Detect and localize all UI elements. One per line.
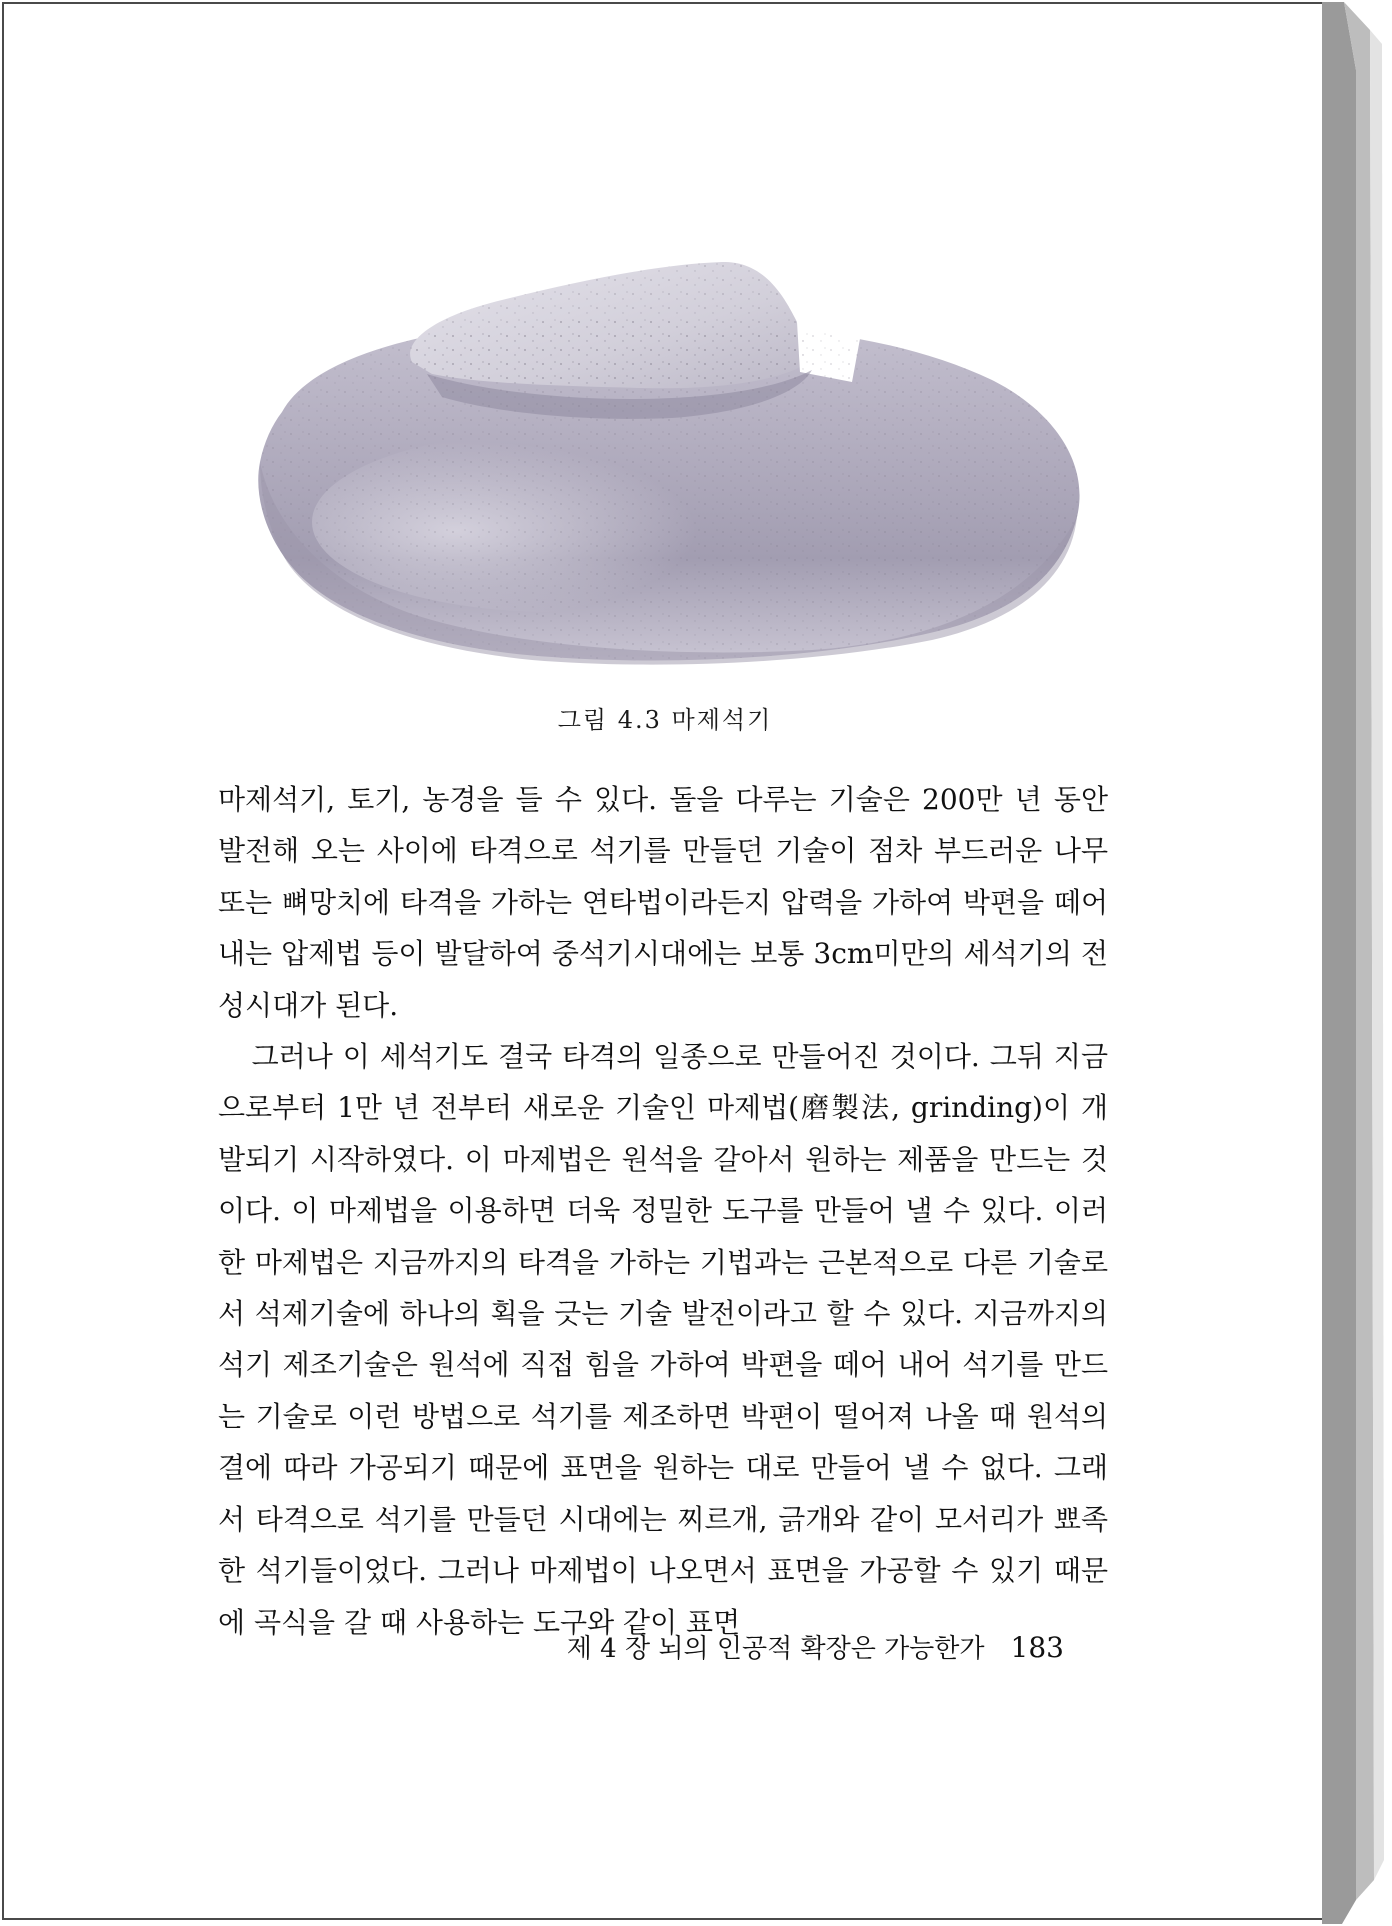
paragraph-2: 그러나 이 세석기도 결국 타격의 일종으로 만들어진 것이다. 그뒤 지금으로부터 1만 년 전부터 새로운 기술인 마제법(磨製法, grinding)이 개발되기 시작하였다. 이 마제법은 원석을 갈아서 원하는 제품을 만드는 것이다. 이 마제법을 이용하면 더욱 정밀한 도구를 만들어 낼 수 있다. 이러한 마제법은 지금까지의 타격을 가하는 기법과는 근본적으로 다른 기술로서 석제기술에 하나의 획을 긋는 기술 발전이라고 할 수 있다. 지금까지의 석기 제조기술은 원석에 직접 힘을 가하여 박편을 떼어 내어 석기를 만드는 기술로 이런 방법으로 석기를 제조하면 박편이 떨어져 나올 때 원석의 결에 따라 가공되기 때문에 표면을 원하는 대로 만들어 낼 수 없다. 그래서 타격으로 석기를 만들던 시대에는 찌르개, 긁개와 같이 모서리가 뾰족한 석기들이었다. 그러나 마제법이 나오면서 표면을 가공할 수 있기 때문에 곡식을 갈 때 사용하는 도구와 같이 표면: [218, 1040, 1108, 1639]
body-text: [218, 774, 1108, 1648]
book-page: [2, 2, 1324, 1920]
page-footer: [567, 1628, 1064, 1665]
paragraph-1: 마제석기, 토기, 농경을 들 수 있다. 돌을 다루는 기술은 200만 년 동안 발전해 오는 사이에 타격으로 석기를 만들던 기술이 점차 부드러운 나무 또는 뼈망치에 타격을 가하는 연타법이라든지 압력을 가하여 박편을 떼어 내는 압제법 등이 발달하여 중석기시대에는 보통 3cm미만의 세석기의 전성시대가 된다.: [218, 783, 1108, 1022]
running-chapter-title: 제 4 장 뇌의 인공적 확장은 가능한가: [566, 1634, 985, 1664]
grinding-stone-image: [252, 262, 1092, 682]
grinding-stone-figure: [252, 262, 1092, 682]
page-number: 183: [1010, 1631, 1064, 1664]
figure-caption: 그림 4.3 마제석기: [557, 706, 773, 734]
page-stack-edge: [1322, 0, 1392, 1926]
